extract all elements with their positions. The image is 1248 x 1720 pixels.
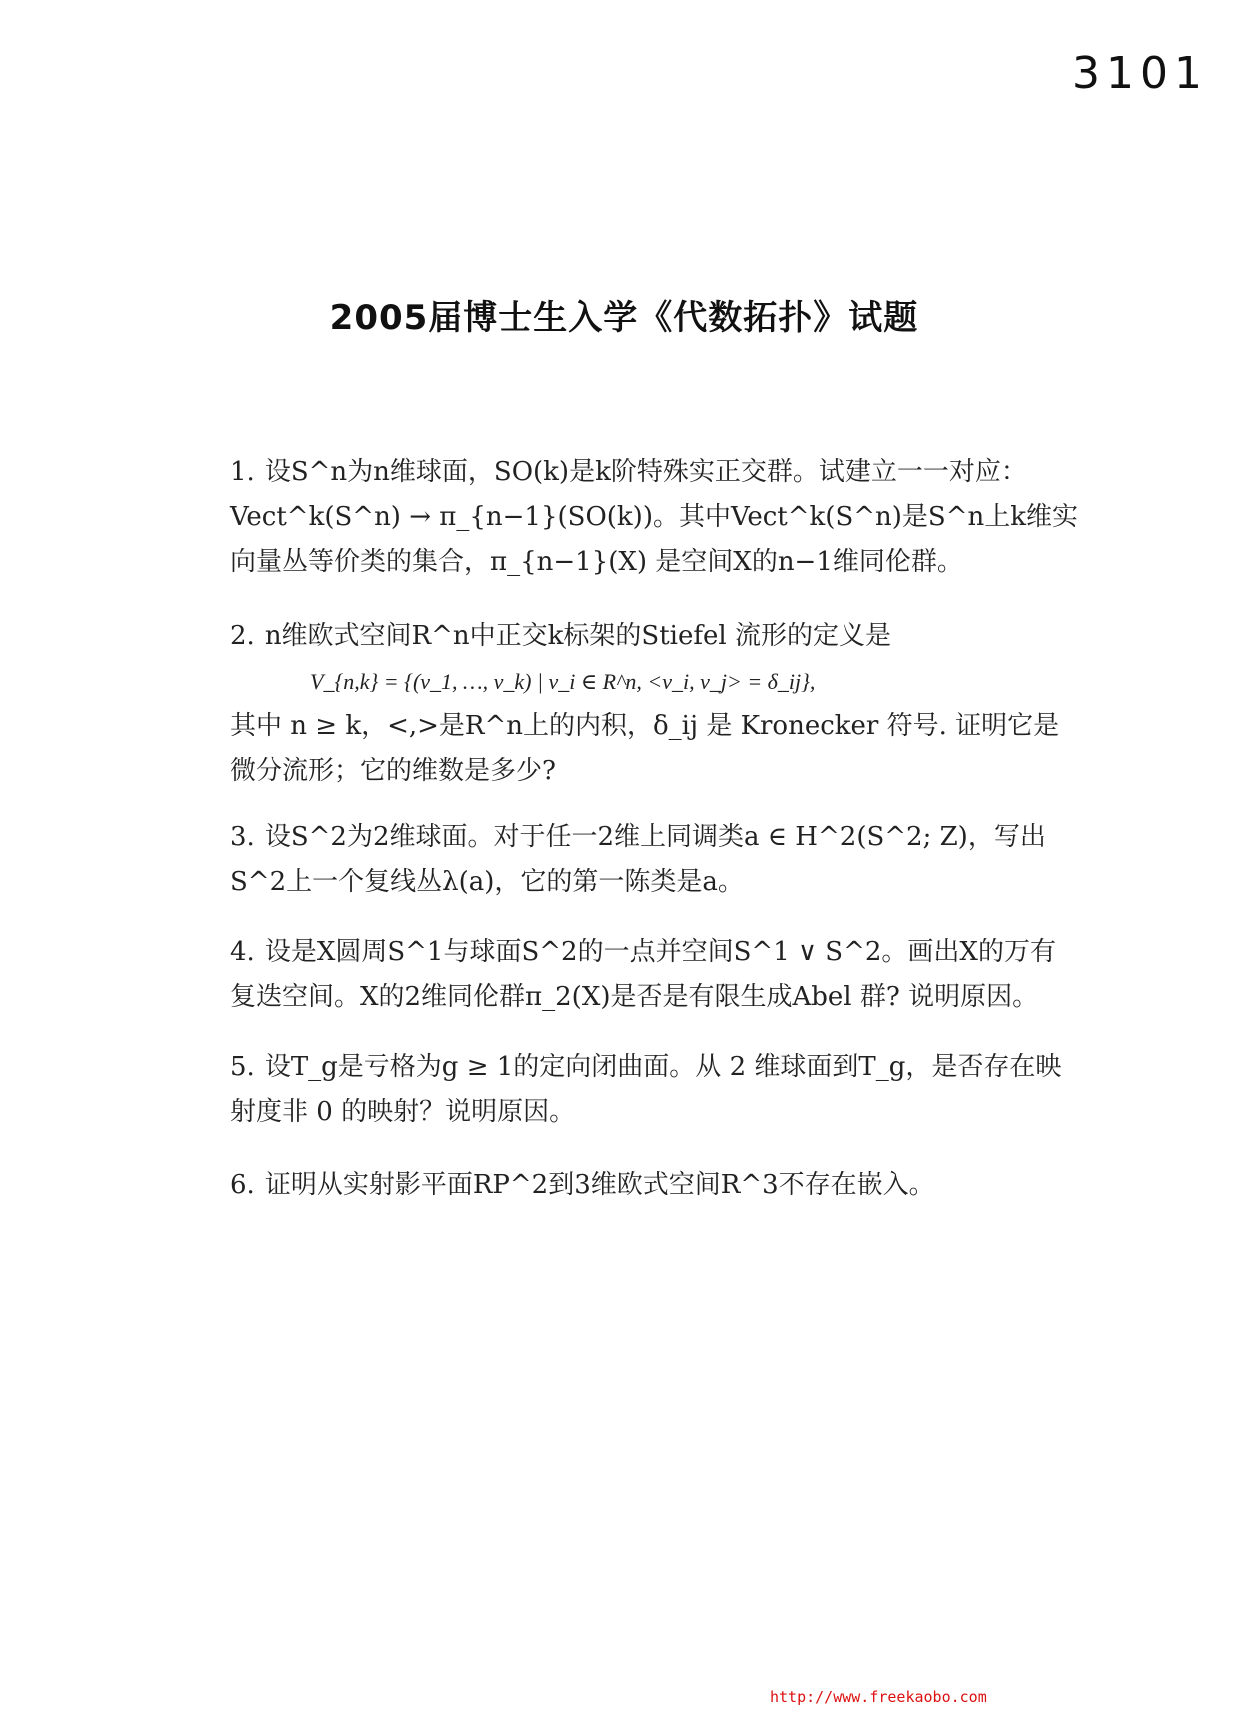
question-5 xyxy=(230,1045,1080,1135)
question-text: 设S^2为2维球面。对于任一2维上同调类a ∈ H^2(S^2; Z)，写出S^2上一个复线丛λ(a)，它的第一陈类是a。 xyxy=(230,822,1046,897)
question-2 xyxy=(230,614,1080,794)
question-number: 3. xyxy=(230,822,255,852)
question-6 xyxy=(230,1163,1080,1208)
question-text-continued: 其中 n ≥ k，<,>是R^n上的内积，δ_ij 是 Kronecker 符号. 证明它是微分流形；它的维数是多少? xyxy=(230,711,1060,786)
question-number: 1. xyxy=(230,457,255,487)
question-text: 设T_g是亏格为g ≥ 1的定向闭曲面。从 2 维球面到T_g，是否存在映射度非 0 的映射？说明原因。 xyxy=(230,1052,1062,1127)
question-number: 4. xyxy=(230,937,255,967)
question-1 xyxy=(230,450,1080,585)
question-text: 设是X圆周S^1与球面S^2的一点并空间S^1 ∨ S^2。画出X的万有复迭空间。X的2维同伦群π_2(X)是否是有限生成Abel 群? 说明原因。 xyxy=(230,937,1056,1012)
question-text: 证明从实射影平面RP^2到3维欧式空间R^3不存在嵌入。 xyxy=(264,1170,935,1200)
question-text: n维欧式空间R^n中正交k标架的Stiefel 流形的定义是 xyxy=(264,621,891,651)
stiefel-formula: V_{n,k} = {(v_1, …, v_k) | v_i ∈ R^n, <v_i, v_j> = δ_ij}, xyxy=(310,669,816,694)
question-4 xyxy=(230,930,1080,1020)
question-number: 6. xyxy=(230,1170,255,1200)
page-number: 3101 xyxy=(1072,48,1208,99)
question-text: 设S^n为n维球面，SO(k)是k阶特殊实正交群。试建立一一对应：Vect^k(S^n) → π_{n−1}(SO(k))。其中Vect^k(S^n)是S^n上k维实向量丛等价类的集合，π_{n−1}(X) 是空间X的n−1维同伦群。 xyxy=(230,457,1079,577)
exam-title: 2005届博士生入学《代数拓扑》试题 xyxy=(329,298,919,338)
footer-url-link[interactable]: http://www.freekaobo.com xyxy=(770,1688,987,1706)
question-number: 5. xyxy=(230,1052,255,1082)
question-number: 2. xyxy=(230,621,255,651)
question-3 xyxy=(230,815,1080,905)
